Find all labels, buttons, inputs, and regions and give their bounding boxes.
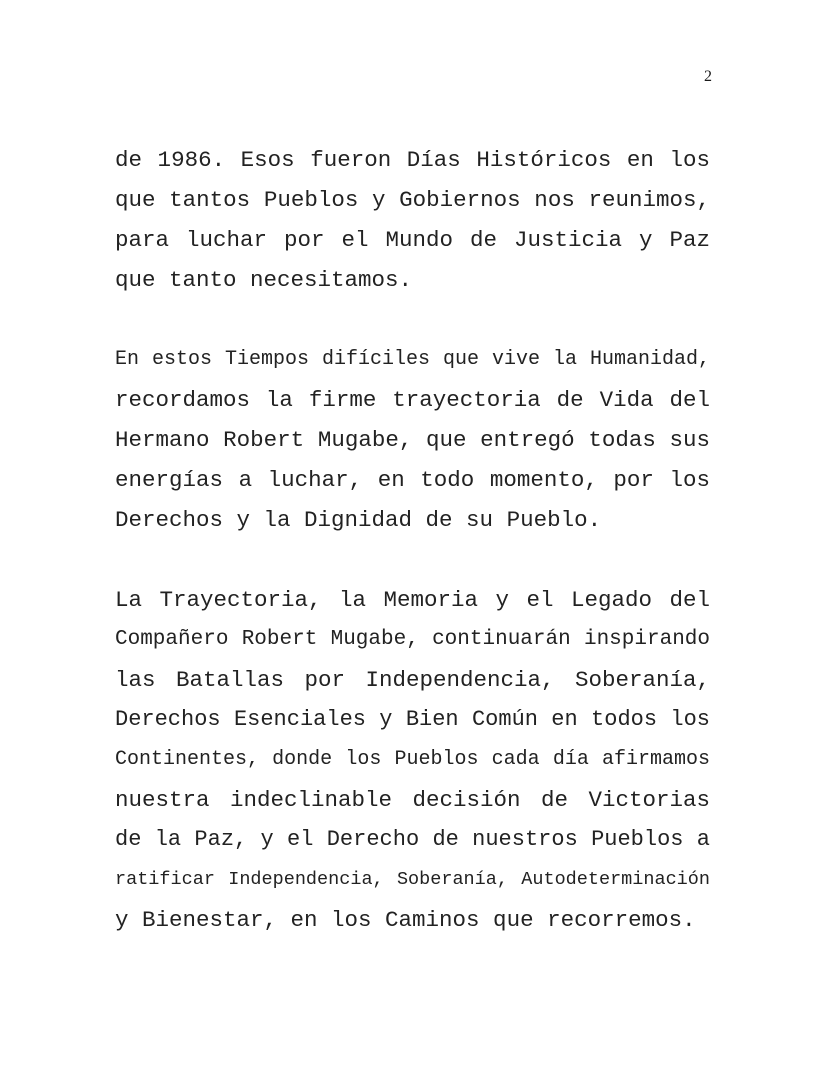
- text-line: las Batallas por Independencia, Soberanía,: [115, 667, 710, 693]
- text-line: En estos Tiempos difíciles que vive la Humanidad,: [115, 348, 710, 371]
- text-line: La Trayectoria, la Memoria y el Legado del: [115, 587, 710, 613]
- text-line: y Bienestar, en los Caminos que recorremos.: [115, 907, 696, 933]
- text-line: nuestra indeclinable decisión de Victorias: [115, 787, 710, 813]
- text-line: de la Paz, y el Derecho de nuestros Pueblos a: [115, 827, 710, 852]
- page-number: 2: [704, 68, 712, 85]
- text-line: energías a luchar, en todo momento, por los: [115, 467, 710, 493]
- text-line: Derechos y la Dignidad de su Pueblo.: [115, 507, 602, 533]
- text-line: para luchar por el Mundo de Justicia y Paz: [115, 227, 710, 253]
- text-line: Compañero Robert Mugabe, continuarán inspirando: [115, 628, 710, 651]
- document-body: [115, 140, 710, 980]
- text-line: Derechos Esenciales y Bien Común en todos los: [115, 707, 710, 732]
- paragraph-3: [115, 580, 710, 940]
- text-line: Hermano Robert Mugabe, que entregó todas sus: [115, 427, 710, 453]
- text-line: de 1986. Esos fueron Días Históricos en los: [115, 147, 710, 173]
- text-line: ratificar Independencia, Soberanía, Autodeterminación: [115, 869, 710, 890]
- text-line: Continentes, donde los Pueblos cada día afirmamos: [115, 748, 710, 771]
- text-line: que tantos Pueblos y Gobiernos nos reunimos,: [115, 187, 710, 213]
- paragraph-2: [115, 340, 710, 540]
- text-line: que tanto necesitamos.: [115, 267, 413, 293]
- paragraph-1: [115, 140, 710, 300]
- text-line: recordamos la firme trayectoria de Vida del: [115, 387, 710, 413]
